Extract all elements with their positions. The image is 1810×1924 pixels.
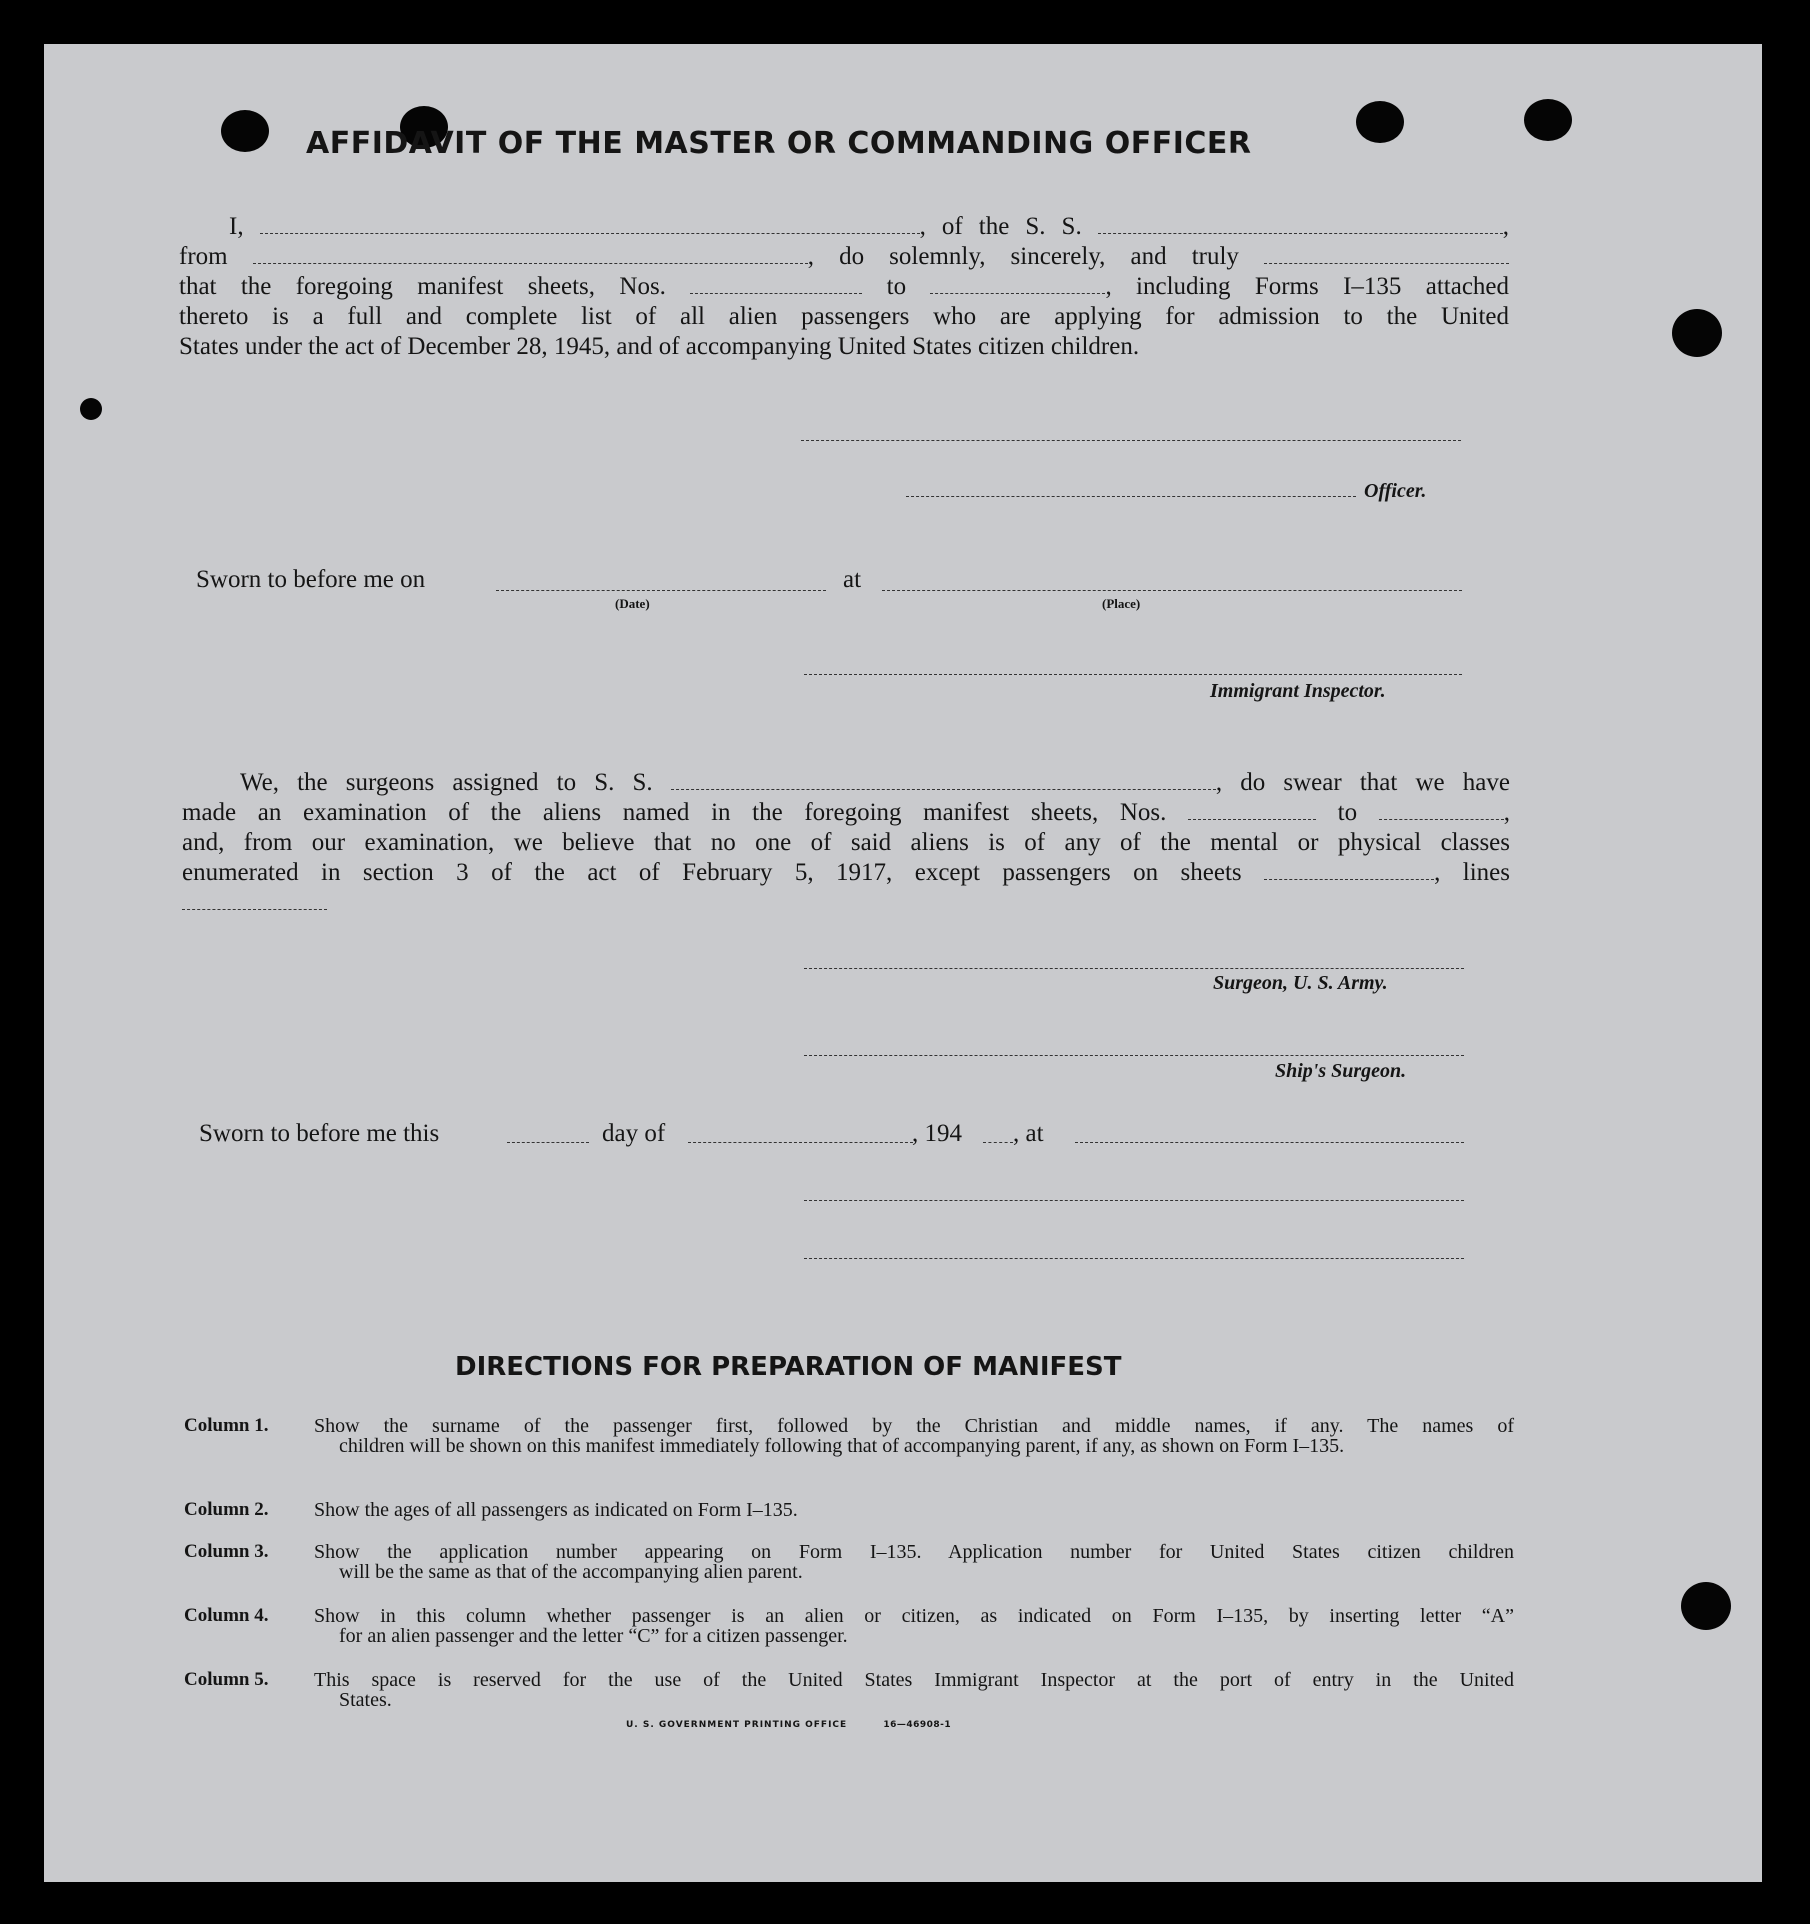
ship-name-blank[interactable] <box>1098 232 1503 234</box>
sworn-at: at <box>843 566 862 593</box>
army-surgeon-label: Surgeon, U. S. Army. <box>1213 972 1388 994</box>
surgeons-line-5 <box>182 888 1510 918</box>
surgeons-line-1: We, the surgeons assigned to S. S. , do swear that we have <box>240 769 1510 796</box>
affidavit-line-5: States under the act of December 28, 1945, and of accompanying United States citizen children. <box>179 333 1140 360</box>
direction-item-2: Column 2. Show the ages of all passengers as indicated on Form I–135. <box>184 1499 798 1521</box>
sworn-before-on: Sworn to before me on <box>196 566 426 593</box>
official-signature-line[interactable] <box>804 1200 1464 1201</box>
surgeons-line-3: and, from our examination, we believe that no one of said aliens is of any of the mental or physical classes <box>182 829 1510 856</box>
direction-label: Column 1. <box>184 1415 269 1436</box>
sworn-date-blank[interactable] <box>496 590 826 591</box>
affidavit-line-4: thereto is a full and complete list of all alien passengers who are applying for admission to the United <box>179 303 1509 330</box>
year-prefix-text: , 194 <box>912 1120 962 1147</box>
affidavit-line-2: from , do solemnly, sincerely, and truly <box>179 242 1509 272</box>
place-label: (Place) <box>1102 596 1141 611</box>
sheet-to-blank[interactable] <box>930 292 1105 294</box>
lines-blank[interactable] <box>182 908 327 910</box>
direction-label: Column 2. <box>184 1499 269 1520</box>
officer-signature-line[interactable] <box>801 440 1461 441</box>
direction-item-4: Column 4. Show in this column whether passenger is an alien or citizen, as indicated on Form I–135, by inserting letter “A” for an alien passenger and the letter “C” for a citizen passenger. <box>184 1605 1514 1647</box>
punch-hole <box>80 398 102 420</box>
inspector-label: Immigrant Inspector. <box>1210 680 1386 702</box>
ship-surgeon-label: Ship's Surgeon. <box>1275 1060 1407 1082</box>
surgeons-line-4: enumerated in section 3 of the act of February 5, 1917, except passengers on sheets , lines <box>182 859 1510 886</box>
direction-item-1: Column 1. Show the surname of the passenger first, followed by the Christian and middle names, if any. The names of children will be shown on this manifest immediately following that of accompanying parent, if any, as shown on Form I–135. <box>184 1415 1514 1457</box>
sworn-at-text: , at <box>1013 1120 1044 1147</box>
sworn-place-blank[interactable] <box>882 590 1462 591</box>
punch-hole <box>221 110 269 152</box>
surgeons-paragraph <box>182 768 1510 918</box>
punch-hole <box>1356 101 1404 143</box>
ship-surgeon-signature-line[interactable] <box>804 1055 1464 1056</box>
punch-hole <box>1672 309 1722 357</box>
surgeon-sheet-to-blank[interactable] <box>1379 818 1504 820</box>
official-title-line[interactable] <box>804 1258 1464 1259</box>
name-blank[interactable] <box>260 232 920 234</box>
punch-hole <box>1524 99 1572 141</box>
direction-item-5: Column 5. This space is reserved for the use of the United States Immigrant Inspector at the port of entry in the United States. <box>184 1669 1514 1711</box>
direction-label: Column 3. <box>184 1541 269 1562</box>
printer-imprint: U. S. GOVERNMENT PRINTING OFFICE 16—46908-1 <box>626 1720 952 1730</box>
sworn-port-blank[interactable] <box>1075 1142 1464 1143</box>
sworn-year-blank[interactable] <box>983 1142 1013 1143</box>
except-sheets-blank[interactable] <box>1264 878 1434 880</box>
sworn-month-blank[interactable] <box>688 1142 913 1143</box>
affidavit-paragraph <box>179 212 1509 362</box>
army-surgeon-signature-line[interactable] <box>804 968 1464 969</box>
day-of-text: day of <box>602 1120 666 1147</box>
sheet-from-blank[interactable] <box>690 292 862 294</box>
direction-label: Column 5. <box>184 1669 269 1690</box>
affidavit-line-1: I, , of the S. S. , <box>229 213 1510 240</box>
sworn-day-blank[interactable] <box>507 1142 589 1143</box>
oath-blank[interactable] <box>1264 262 1509 264</box>
affidavit-title: AFFIDAVIT OF THE MASTER OR COMMANDING OFFICER <box>306 126 1252 161</box>
inspector-signature-line[interactable] <box>804 674 1462 675</box>
directions-title: DIRECTIONS FOR PREPARATION OF MANIFEST <box>455 1352 1122 1382</box>
officer-name-line[interactable] <box>906 496 1356 497</box>
direction-label: Column 4. <box>184 1605 269 1626</box>
from-blank[interactable] <box>253 262 808 264</box>
officer-label: Officer. <box>1364 480 1427 502</box>
punch-hole <box>1681 1582 1731 1630</box>
surgeon-sheet-from-blank[interactable] <box>1188 818 1316 820</box>
direction-item-3: Column 3. Show the application number appearing on Form I–135. Application number for United States citizen children will be the same as that of the accompanying alien parent. <box>184 1541 1514 1583</box>
surgeons-line-2: made an examination of the aliens named in the foregoing manifest sheets, Nos. to , <box>182 799 1511 826</box>
surgeon-ship-blank[interactable] <box>671 788 1216 790</box>
date-label: (Date) <box>615 596 650 611</box>
form-page <box>44 44 1762 1882</box>
affidavit-line-3: that the foregoing manifest sheets, Nos. to , including Forms I–135 attached <box>179 273 1510 300</box>
sworn-before-this: Sworn to before me this <box>199 1120 440 1147</box>
